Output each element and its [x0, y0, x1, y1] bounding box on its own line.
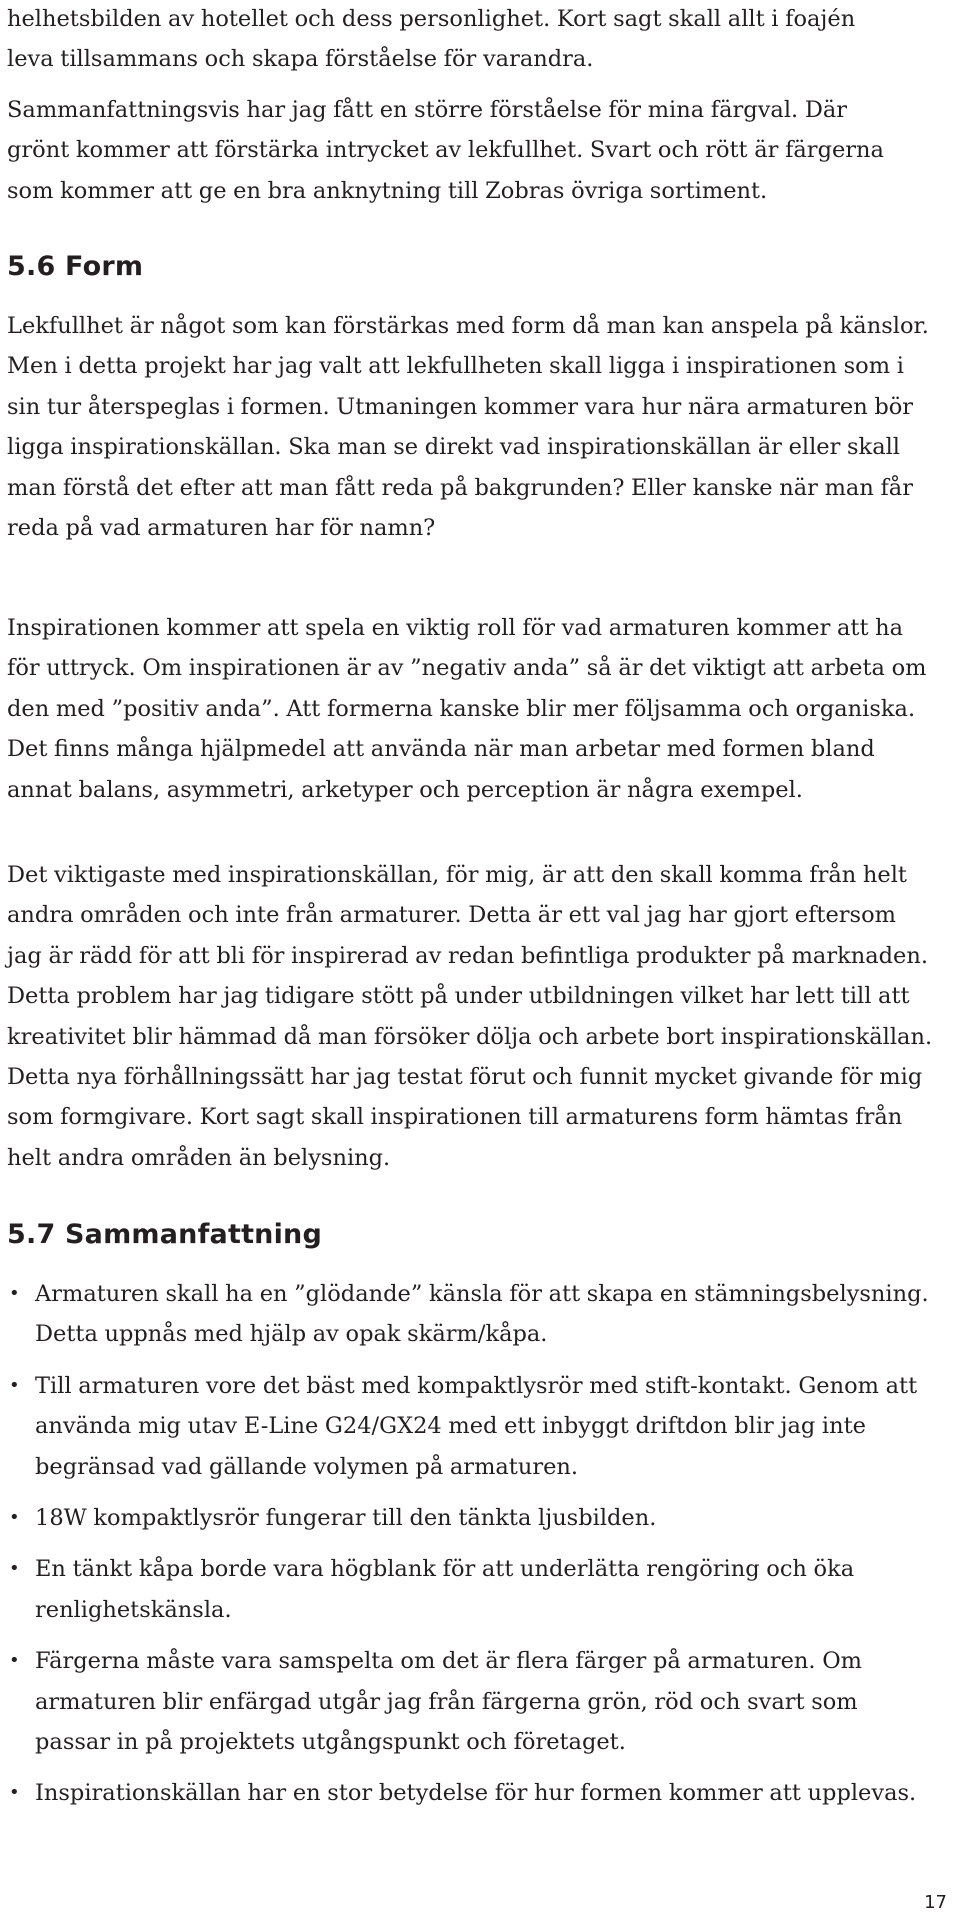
list-item-text: Till armaturen vore det bäst med kompaktlysrör med stift-kontakt. Genom att använda mig utav E-Line G24/GX24 med ett inbyggt driftdon blir jag inte begränsad vad gällande volymen på armaturen.	[35, 1372, 918, 1480]
list-item-text: Färgerna måste vara samspelta om det är flera färger på armaturen. Om armaturen blir enfärgad utgår jag från färgerna grön, röd och svart som passar in på projektets utgångspunkt och företaget.	[35, 1648, 863, 1756]
list-item	[7, 1549, 937, 1630]
summary-bullet-list	[7, 1274, 937, 1825]
list-item-text: 18W kompaktlysrör fungerar till den tänkta ljusbilden.	[35, 1505, 657, 1532]
list-item-text: Armaturen skall ha en ”glödande” känsla för att skapa en stämningsbelysning. Detta uppnås med hjälp av opak skärm/kåpa.	[35, 1281, 929, 1348]
bullet-icon: •	[9, 1507, 20, 1529]
list-item	[7, 1274, 937, 1355]
list-item	[7, 1773, 937, 1813]
list-item	[7, 1641, 937, 1762]
paragraph-inspiration-role: Inspirationen kommer att spela en viktig roll för vad armaturen kommer att ha för uttryck. Om inspirationen är av ”negativ anda” så är det viktigt att arbeta om den med ”positiv anda”. Att formerna kanske blir mer följsamma och organiska. Det finns många hjälpmedel att använda när man arbetar med formen bland annat balans, asymmetri, arketyper och perception är några exempel.	[7, 615, 927, 803]
bullet-icon: •	[9, 1650, 20, 1672]
paragraph-hotel-foyer: helhetsbilden av hotellet och dess personlighet. Kort sagt skall allt i foajén leva tillsammans och skapa förståelse för varandra.	[7, 6, 856, 73]
section-heading-summary: 5.7 Sammanfattning	[7, 1219, 323, 1250]
bullet-icon: •	[9, 1283, 20, 1304]
section-heading-form: 5.6 Form	[7, 251, 144, 282]
bullet-icon: •	[9, 1558, 20, 1580]
list-item	[7, 1366, 937, 1487]
list-item	[7, 1498, 937, 1538]
list-item-text: Inspirationskällan har en stor betydelse för hur formen kommer att upplevas.	[35, 1780, 917, 1807]
bullet-icon: •	[9, 1374, 20, 1396]
paragraph-inspiration-source: Det viktigaste med inspirationskällan, för mig, är att den skall komma från helt andra områden och inte från armaturer. Detta är ett val jag har gjort eftersom jag är rädd för att bli för inspirerad av redan befintliga produkter på marknaden. Detta problem har jag tidigare stött på under utbildningen vilket har lett till att kreativitet blir hämmad då man försöker dölja och arbete bort inspirationskällan. Detta nya förhållningssätt har jag testat förut och funnit mycket givande för mig som formgivare. Kort sagt skall inspirationen till armaturens form hämtas från helt andra områden än belysning.	[7, 862, 933, 1171]
page-number: 17	[924, 1892, 947, 1913]
paragraph-form-playfulness: Lekfullhet är något som kan förstärkas med form då man kan anspela på känslor. Men i detta projekt har jag valt att lekfullheten skall ligga i inspirationen som i sin tur återspeglas i formen. Utmaningen kommer vara hur nära armaturen bör ligga inspirationskällan. Ska man se direkt vad inspirationskällan är eller skall man förstå det efter att man fått reda på bakgrunden? Eller kanske när man får reda på vad armaturen har för namn?	[7, 313, 929, 542]
document-page	[7, 0, 947, 1929]
list-item-text: En tänkt kåpa borde vara högblank för att underlätta rengöring och öka renlighetskänsla.	[35, 1556, 855, 1623]
paragraph-color-summary: Sammanfattningsvis har jag fått en större förståelse för mina färgval. Där grönt kommer att förstärka intrycket av lekfullhet. Svart och rött är färgerna som kommer att ge en bra anknytning till Zobras övriga sortiment.	[7, 97, 884, 204]
bullet-icon: •	[9, 1782, 20, 1804]
